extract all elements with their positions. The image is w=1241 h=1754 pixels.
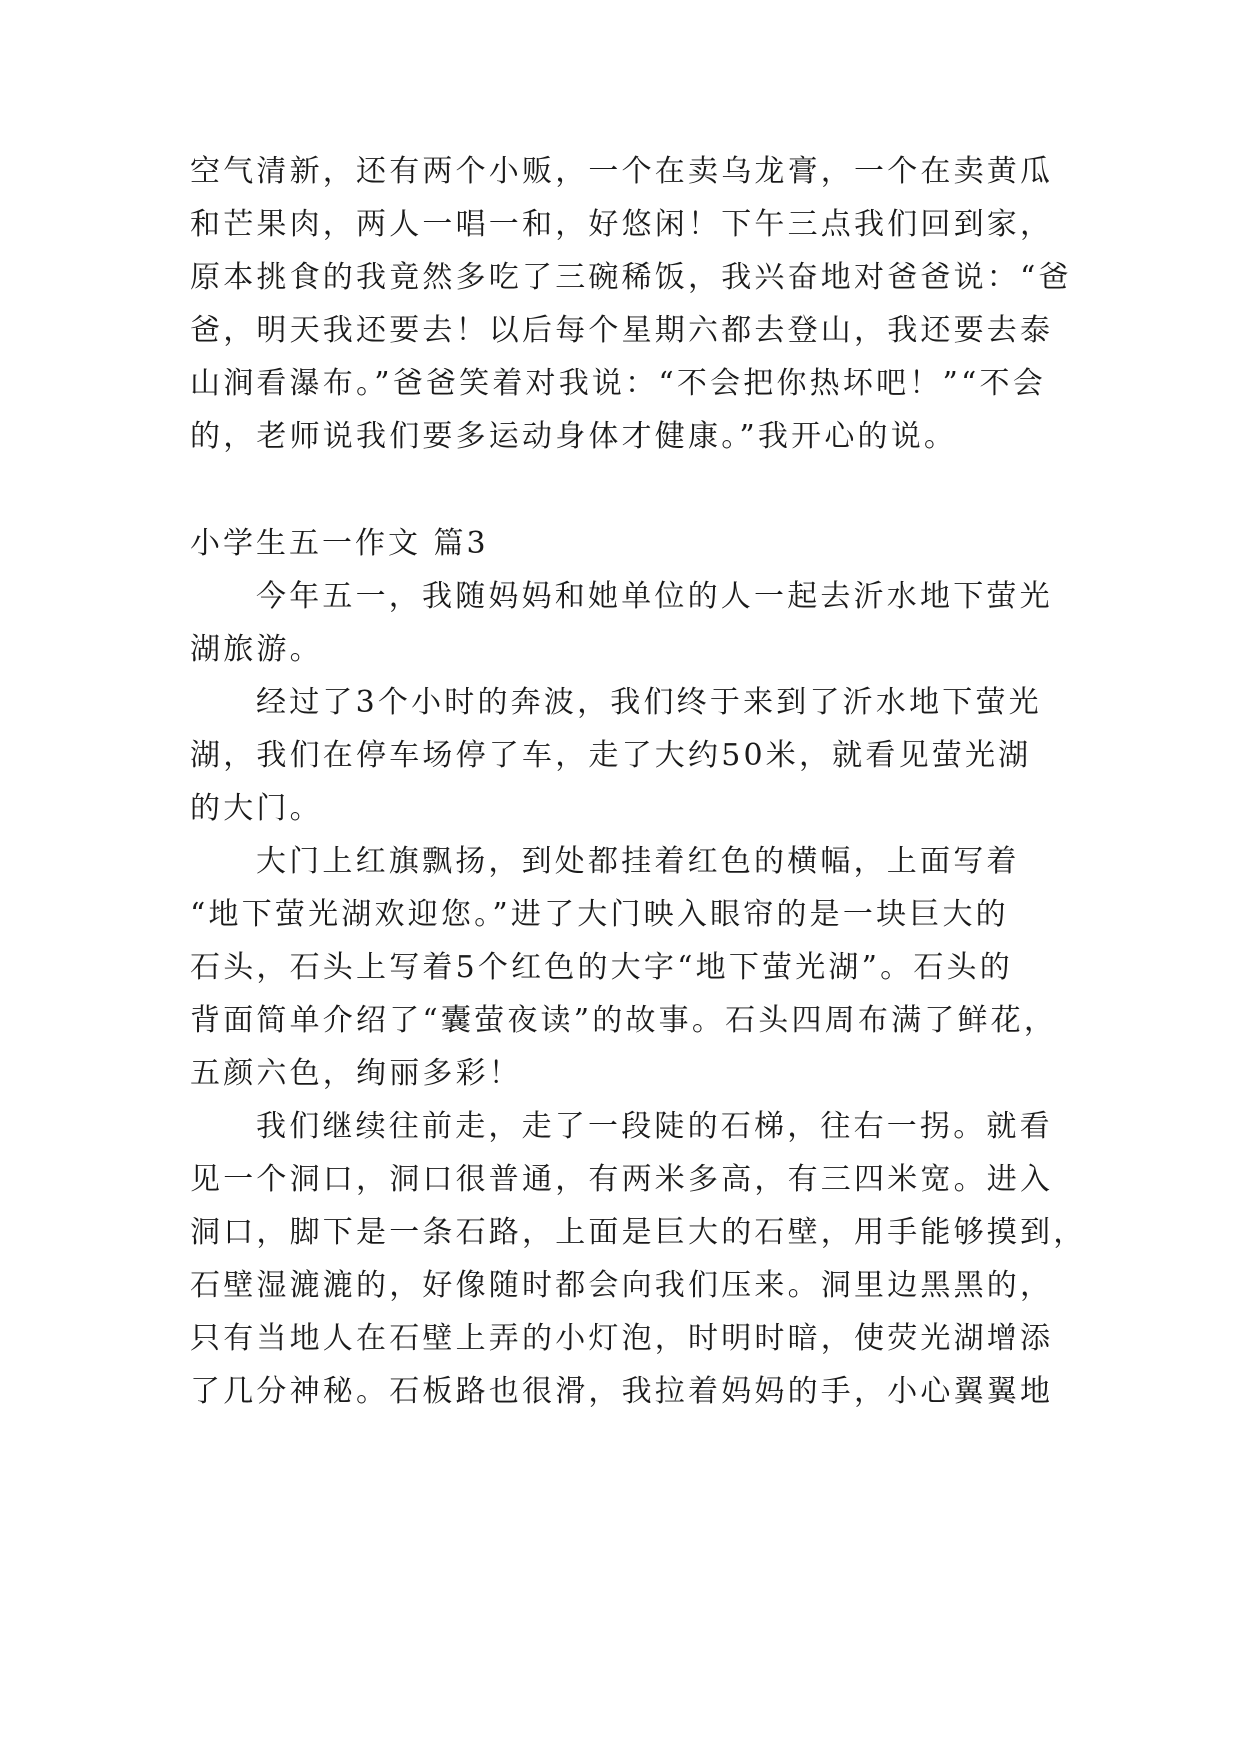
text-line: 湖旅游。 (190, 632, 323, 667)
text-line: 和芒果肉，两人一唱一和，好悠闲！下午三点我们回到家， (190, 207, 1054, 242)
text-line: 只有当地人在石壁上弄的小灯泡，时明时暗，使荧光湖增添 (190, 1321, 1054, 1356)
text-line: 我们继续往前走，走了一段陡的石梯，往右一拐。就看 (256, 1109, 1053, 1144)
text-line: 空气清新，还有两个小贩，一个在卖乌龙膏，一个在卖黄瓜 (190, 154, 1054, 189)
text-line: 山涧看瀑布。”爸爸笑着对我说：“不会把你热坏吧！”“不会 (190, 366, 1046, 401)
text-line: 今年五一，我随妈妈和她单位的人一起去沂水地下萤光 (256, 579, 1053, 614)
text-line: 原本挑食的我竟然多吃了三碗稀饭，我兴奋地对爸爸说：“爸 (190, 260, 1072, 295)
text-line: 的，老师说我们要多运动身体才健康。”我开心的说。 (190, 419, 958, 454)
text-line: 大门上红旗飘扬，到处都挂着红色的横幅，上面写着 (256, 844, 1020, 879)
text-line: 的大门。 (190, 791, 323, 826)
text-line: 了几分神秘。石板路也很滑，我拉着妈妈的手，小心翼翼地 (190, 1374, 1054, 1409)
text-line: 石壁湿漉漉的，好像随时都会向我们压来。洞里边黑黑的， (190, 1268, 1054, 1303)
text-line: 见一个洞口，洞口很普通，有两米多高，有三四米宽。进入 (190, 1162, 1054, 1197)
text-line: 爸，明天我还要去！以后每个星期六都去登山，我还要去泰 (190, 313, 1054, 348)
section-title: 小学生五一作文 篇3 (190, 526, 489, 561)
text-line: 洞口，脚下是一条石路，上面是巨大的石壁，用手能够摸到， (190, 1215, 1087, 1250)
text-line: “地下萤光湖欢迎您。”进了大门映入眼帘的是一块巨大的 (190, 897, 1009, 932)
text-line: 湖，我们在停车场停了车，走了大约50米，就看见萤光湖 (190, 738, 1032, 773)
text-line: 五颜六色，绚丽多彩！ (190, 1056, 522, 1091)
text-line: 背面简单介绍了“囊萤夜读”的故事。石头四周布满了鲜花， (190, 1003, 1058, 1038)
text-line: 石头，石头上写着5个红色的大字“地下萤光湖”。石头的 (190, 950, 1013, 985)
text-line: 经过了3个小时的奔波，我们终于来到了沂水地下萤光 (256, 685, 1042, 720)
